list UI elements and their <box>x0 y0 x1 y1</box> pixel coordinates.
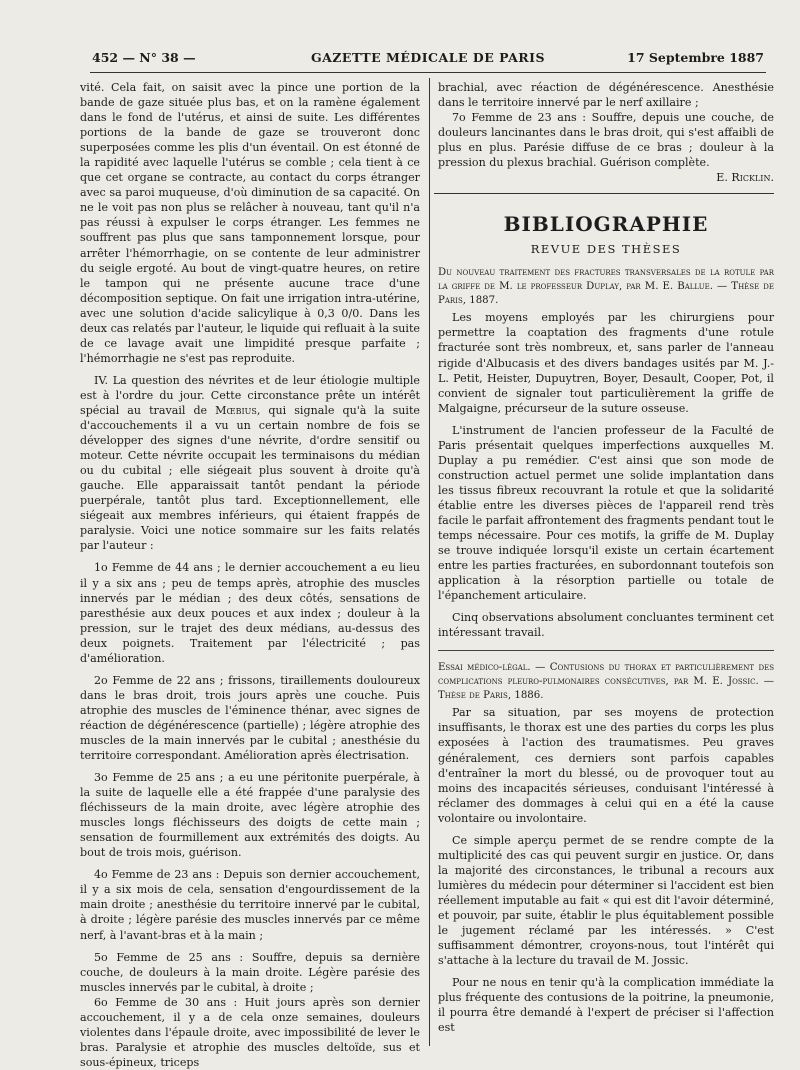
page-number: 452 — N° 38 — <box>92 50 196 65</box>
case-6: 6o Femme de 30 ans : Huit jours après son dernier accouchement, il y a de cela onze semaines, douleurs violentes dans l'épaule droite, avec impossibilité de lever le bras. Paralysie et atrophie des muscles deltoïde, sus et sous-épineux, triceps <box>80 995 420 1069</box>
left-column <box>80 80 420 1070</box>
column-divider <box>429 78 430 1046</box>
case-7: 7o Femme de 23 ans : Souffre, depuis une couche, de douleurs lancinantes dans le bras droit, qui s'est affaibli de plus en plus. Parésie diffuse de ce bras ; douleur à la pression du plexus brachial. Guérison complète. <box>438 111 774 170</box>
case-2: 2o Femme de 22 ans ; frissons, tiraillements douloureux dans le bras droit, trois jours après une couche. Puis atrophie des muscles de l'éminence thénar, avec signes de réaction de dégénérescence (partielle) ; légère atrophie des muscles de la main innervés par le cubital ; anesthésie du territoire correspondant. Amélioration après électrisation. <box>80 673 420 763</box>
case-3: 3o Femme de 25 ans ; a eu une péritonite puerpérale, à la suite de laquelle elle a été frappée d'une paralysie des fléchisseurs de la main droite, avec légère atrophie des muscles longs fléchisseurs des doigts de cette main ; sensation de fourmillement aux extrémités des doigts. Au bout de trois mois, guérison. <box>80 771 420 860</box>
right-column <box>438 80 774 1035</box>
entry-rule <box>438 650 774 651</box>
section-title: BIBLIOGRAPHIE <box>503 212 709 237</box>
journal-title: GAZETTE MÉDICALE DE PARIS <box>310 50 546 65</box>
thesis-entry-2-heading: Essai médico-légal. — Contusions du thorax et particulièrement des complications pleuro-pulmonaires consécutives, par M. E. Jossic. — Thèse de Paris, 1886. <box>438 662 774 702</box>
thesis-entry-1-paragraph-2: L'instrument de l'ancien professeur de la Faculté de Paris présentait quelques imperfections auxquelles M. Duplay a pu remédier. C'est ainsi que son mode de construction actuel permet une solide implantation dans les tissus fibreux recouvrant la rotule et que la solidarité établie entre les diverses pièces de l'appareil rend très facile le parfait affrontement des fragments pendant tout le temps nécessaire. Pour ces motifs, la griffe de M. Duplay se trouve indiquée lorsqu'il existe un certain écartement entre les parties fracturées, en subordonnant toutefois son application à la résorption partielle ou totale de l'épanchement articulaire. <box>438 423 774 603</box>
thesis-entry-2-paragraph-2: Ce simple aperçu permet de se rendre compte de la multiplicité des cas qui peuvent surgir en justice. Or, dans la majorité des circonstances, le tribunal a recours aux lumières du médecin pour déterminer si l'accident est bien réellement imputable au fait « qui est dit l'avoir déterminé, et pouvoir, par suite, établir le plus équitablement possible le jugement réclamé par les intéressés. » C'est suffisamment démontrer, croyons-nous, tout l'intérêt qui s'attache à la lecture du travail de M. Jossic. <box>438 833 774 968</box>
thesis-entry-1-paragraph-1: Les moyens employés par les chirurgiens pour permettre la coaptation des fragments d'une rotule fracturée sont très nombreux, et, sans parler de l'anneau rigide d'Albucasis et des divers bandages usités par M. J.-L. Petit, Heister, Dupuytren, Boyer, Desault, Cooper, Pot, il convient de signaler tout particulièrement la griffe de Malgaigne, précurseur de la suture osseuse. <box>438 311 774 415</box>
section-subtitle: REVUE DES THÈSES <box>530 242 682 257</box>
case-4: 4o Femme de 23 ans : Depuis son dernier accouchement, il y a six mois de cela, sensation d'engourdissement de la main droite ; anesthésie du territoire innervé par le cubital, à droite ; légère parésie des muscles innervés par ce même nerf, à l'avant-bras et à la main ; <box>80 868 420 942</box>
author-name: Mœbius <box>215 403 257 417</box>
article-signature: E. Ricklin. <box>716 171 774 185</box>
section-rule <box>434 193 774 194</box>
case-5: 5o Femme de 25 ans : Souffre, depuis sa dernière couche, de douleurs à la main droite. Légère parésie des muscles innervés par le cubital, à droite ; <box>80 950 420 994</box>
paragraph-continuation: brachial, avec réaction de dégénérescence. Anesthésie dans le territoire innervé par le nerf axillaire ; <box>438 81 774 110</box>
case-1: 1o Femme de 44 ans ; le dernier accouchement a eu lieu il y a six ans ; peu de temps après, atrophie des muscles innervés par le médian ; des deux côtés, sensations de paresthésie aux deux pouces et aux index ; douleur à la pression, sur le trajet des deux médians, au-dessus des deux poignets. Traitement par l'électricité ; pas d'amélioration. <box>80 561 420 665</box>
thesis-entry-2-paragraph-3: Pour ne nous en tenir qu'à la complication immédiate la plus fréquente des contusions de la poitrine, la pneumonie, il pourra être demandé à l'expert de préciser si l'affection est <box>438 976 774 1035</box>
thesis-entry-1-heading: Du nouveau traitement des fractures transversales de la rotule par la griffe de M. le professeur Duplay, par M. E. Ballue. — Thèse de Paris, 1887. <box>438 267 774 307</box>
thesis-entry-2-paragraph-1: Par sa situation, par ses moyens de protection insuffisants, le thorax est une des parties du corps les plus exposées à l'action des traumatismes. Peu graves généralement, ces derniers sont parfois capables d'entraîner la mort du blessé, ou de provoquer tout au moins des incapacités sérieuses, conduisant l'intéressé à réclamer des dommages à celui qui en a été la cause volontaire ou involontaire. <box>438 706 774 825</box>
paragraph-neuritis-intro: IV. La question des névrites et de leur étiologie multiple est à l'ordre du jour. Cette circonstance prête un intérêt spécial au travail de Mœbius, qui signale qu'à la suite d'accouchements il a vu un certain nombre de fois se développer des signes d'une névrite, d'ordre sensitif ou moteur. Cette névrite occupait les terminaisons du médian ou du cubital ; elle siégeait plus souvent à droite qu'à gauche. Elle apparaissait tantôt pendant la période puerpérale, tantôt plus tard. Exceptionnellement, elle siégeait aux membres inférieurs, qui étaient frappés de paralysie. Voici une notice sommaire sur les faits relatés par l'auteur : <box>80 373 420 553</box>
page-header <box>92 50 764 70</box>
paragraph-gauze-tamponade: vité. Cela fait, on saisit avec la pince une portion de la bande de gaze située plus bas, et on la ramène également dans le fond de l'utérus, et ainsi de suite. Les différentes portions de la bande de gaze se trouveront donc superposées comme les plis d'un éventail. On est étonné de la rapidité avec laquelle l'utérus se comble ; cela tient à ce que cet organe se contracte, au contact du corps étranger avec sa paroi muqueuse, d'où diminution de sa capacité. On ne le voit pas non plus se relâcher à nouveau, tant qu'il n'a pas réussi à expulser le corps étranger. Les femmes ne souffrent pas plus que sans tamponnement lorsque, pour arrêter l'hémorrhagie, on se contente de leur administrer du seigle ergoté. Au bout de vingt-quatre heures, on retire le tampon qui ne présente aucune trace d'une décomposition septique. On fait une irrigation intra-utérine, avec une solution d'acide salicylique à 0,3 0/0. Dans les deux cas relatés par l'auteur, le liquide qui refluait à la suite de ce lavage avait une limpidité presque parfaite ; l'hémorrhagie ne s'est pas reproduite. <box>80 81 420 365</box>
thesis-entry-1-paragraph-3: Cinq observations absolument concluantes terminent cet intéressant travail. <box>438 611 774 640</box>
issue-date: 17 Septembre 1887 <box>627 50 764 65</box>
header-rule <box>90 72 766 73</box>
